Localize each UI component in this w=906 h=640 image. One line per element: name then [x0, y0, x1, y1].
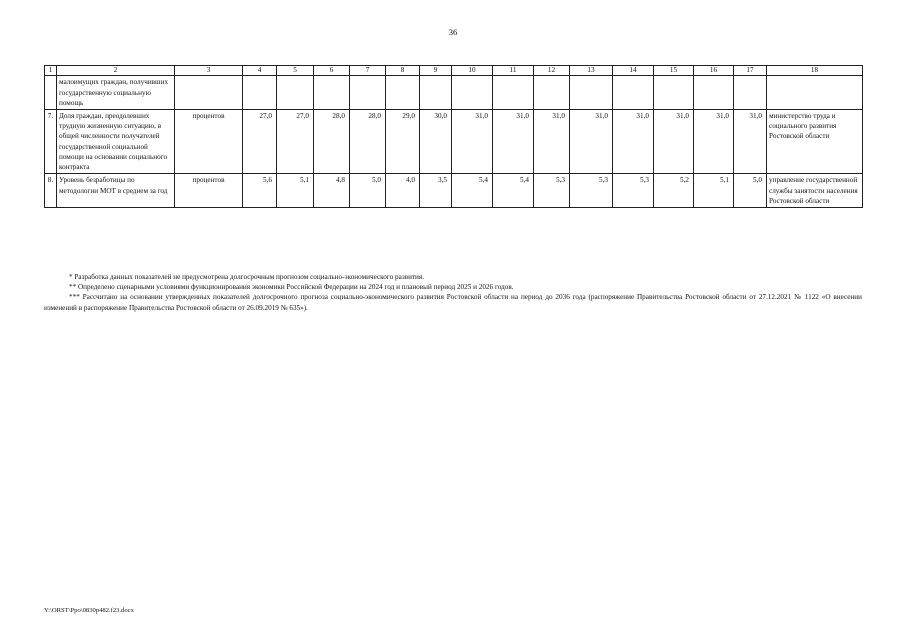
header-cell: 6 [314, 66, 350, 76]
footnote: *** Рассчитано на основании утвержденных показателей долгосрочного прогноза социально-экономического развития Ростовской области на период до 2036 года (распоряжение Правительства Ростовской области от 27.12.2021 № 1122 «О внесении изменений в распоряжение Правительства Ростовской области от 26.09.2019 № 635»). [44, 293, 862, 312]
cell-responsible: управление государственной службы занятости населения Ростовской области [767, 174, 863, 208]
table-row-continuation [45, 76, 863, 110]
cell-value: 5,3 [613, 174, 654, 208]
cell-value: 5,3 [534, 174, 570, 208]
cell-value: 29,0 [386, 110, 420, 174]
cell-value: 5,4 [452, 174, 493, 208]
cell-value: 27,0 [243, 110, 277, 174]
cell-value: 31,0 [654, 110, 694, 174]
table-header-row [45, 66, 863, 76]
cell-indicator-name: Уровень безработицы по методологии МОТ в среднем за год [57, 174, 175, 208]
header-cell: 14 [613, 66, 654, 76]
cell-value: 28,0 [314, 110, 350, 174]
header-cell: 9 [420, 66, 452, 76]
cell-value: 31,0 [613, 110, 654, 174]
cell-value: 31,0 [734, 110, 767, 174]
cell-value: 5,2 [654, 174, 694, 208]
header-cell: 10 [452, 66, 493, 76]
header-cell: 18 [767, 66, 863, 76]
header-cell: 11 [493, 66, 534, 76]
cell-value: 31,0 [452, 110, 493, 174]
cell-value: 5,0 [734, 174, 767, 208]
cell-unit: процентов [175, 174, 243, 208]
page-number: 36 [448, 27, 458, 37]
footnote: ** Определено сценарными условиями функционирования экономики Российской Федерации на 2024 год и плановый период 2025 и 2026 годов. [69, 283, 514, 292]
header-cell: 12 [534, 66, 570, 76]
cell-num: 8. [45, 174, 57, 208]
header-cell: 4 [243, 66, 277, 76]
cell-value: 4,8 [314, 174, 350, 208]
header-cell: 13 [570, 66, 613, 76]
cell-value: 27,0 [277, 110, 314, 174]
header-cell: 15 [654, 66, 694, 76]
cell-indicator-name: Доля граждан, преодолевших трудную жизненную ситуацию, в общей численности получателей государственной социальной помощи на основании социального контракта [57, 110, 175, 174]
cell-value: 5,1 [277, 174, 314, 208]
header-cell: 5 [277, 66, 314, 76]
cell-value: 5,6 [243, 174, 277, 208]
cell-value: 5,0 [350, 174, 386, 208]
header-cell: 8 [386, 66, 420, 76]
file-path: Y:\ORST\Ppo\0830p482.f23.docx [44, 607, 134, 614]
cell-unit: процентов [175, 110, 243, 174]
cell-value: 28,0 [350, 110, 386, 174]
header-cell: 3 [175, 66, 243, 76]
footnotes [44, 272, 862, 313]
table-row [45, 174, 863, 208]
cell-num: 7. [45, 110, 57, 174]
indicators-table [44, 65, 863, 208]
table-row [45, 110, 863, 174]
cell-num [45, 76, 57, 110]
cell-value: 5,3 [570, 174, 613, 208]
header-cell: 16 [694, 66, 734, 76]
cell-responsible: министерство труда и социального развития Ростовской области [767, 110, 863, 174]
cell-value: 31,0 [694, 110, 734, 174]
header-cell: 1 [45, 66, 57, 76]
header-cell: 2 [57, 66, 175, 76]
cell-value: 5,1 [694, 174, 734, 208]
cell-value: 31,0 [534, 110, 570, 174]
cell-value: 4,0 [386, 174, 420, 208]
header-cell: 17 [734, 66, 767, 76]
cell-value: 5,4 [493, 174, 534, 208]
cell-value: 3,5 [420, 174, 452, 208]
footnote: * Разработка данных показателей не предусмотрена долгосрочным прогнозом социально-экономического развития. [69, 273, 425, 281]
cell-value: 31,0 [570, 110, 613, 174]
cell-indicator-name: малоимущих граждан, получивших государственную социальную помощь [57, 76, 175, 110]
cell-value: 30,0 [420, 110, 452, 174]
header-cell: 7 [350, 66, 386, 76]
cell-value: 31,0 [493, 110, 534, 174]
